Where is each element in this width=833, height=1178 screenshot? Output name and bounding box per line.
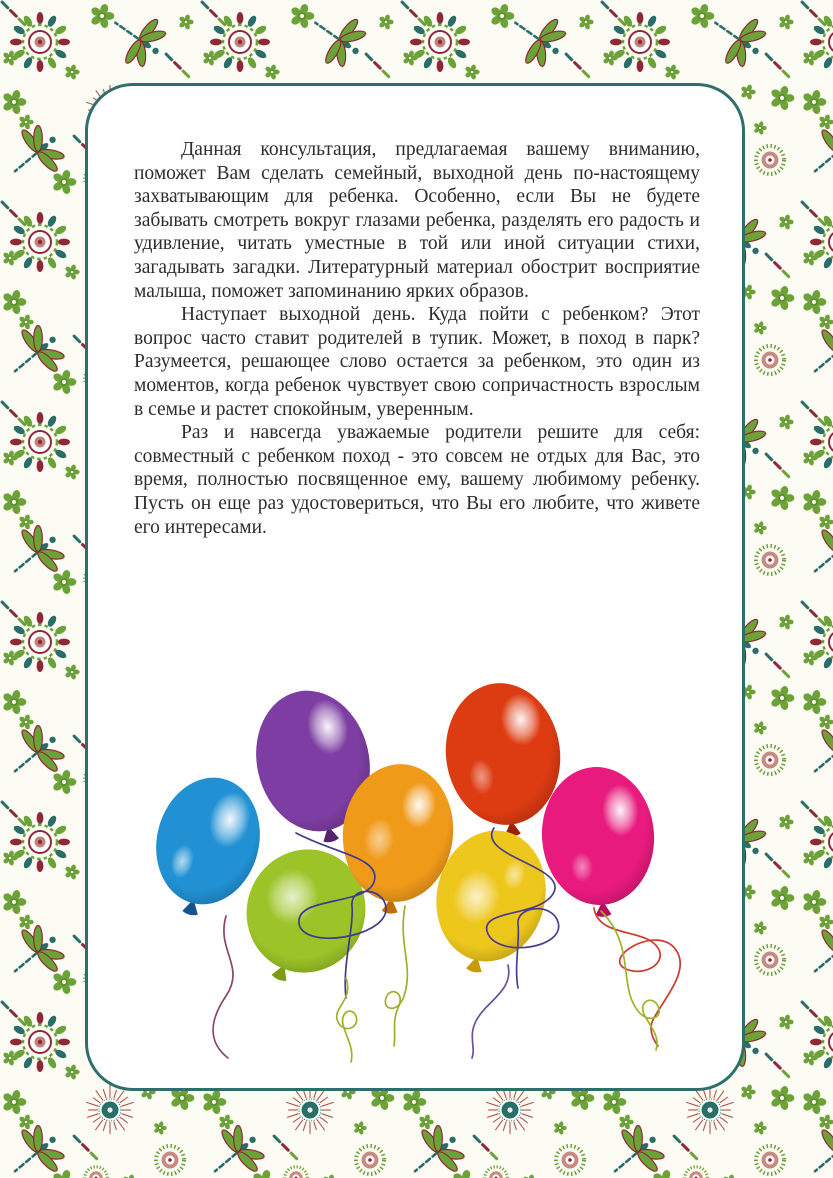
content-panel — [85, 83, 745, 1091]
balloon-pink — [537, 763, 659, 920]
paragraph-2: Наступает выходной день. Куда пойти с ребенком? Этот вопрос часто ставит родителей в тупик. Может, в поход в парк? Разумеется, решающее слово остается за ребенком, это один из моментов, когда ребенок чувствует свою сопричастность взрослым в семье и растет спокойным, уверенным. — [134, 304, 700, 420]
consultation-text — [134, 138, 700, 539]
balloons-illustration — [146, 666, 706, 1076]
paragraph-3: Раз и навсегда уважаемые родители решите для себя: совместный с ребенком поход - это совсем не отдых для Вас, это время, полностью посвященное ему, вашему любимому ребенку. Пусть он еще раз удостовериться, что Вы его любите, что живете его интересами. — [134, 422, 700, 538]
paragraph-1: Данная консультация, предлагаемая вашему вниманию, поможет Вам сделать семейный, выходной день по-настоящему захватывающим для ребенка. Особенно, если Вы не будете забывать смотреть вокруг глазами ребенка, разделять его радость и удивление, читать уместные в той или иной ситуации стихи, загадывать загадки. Литературный материал обострит восприятие малыша, поможет запоминанию ярких образов. — [134, 139, 700, 302]
